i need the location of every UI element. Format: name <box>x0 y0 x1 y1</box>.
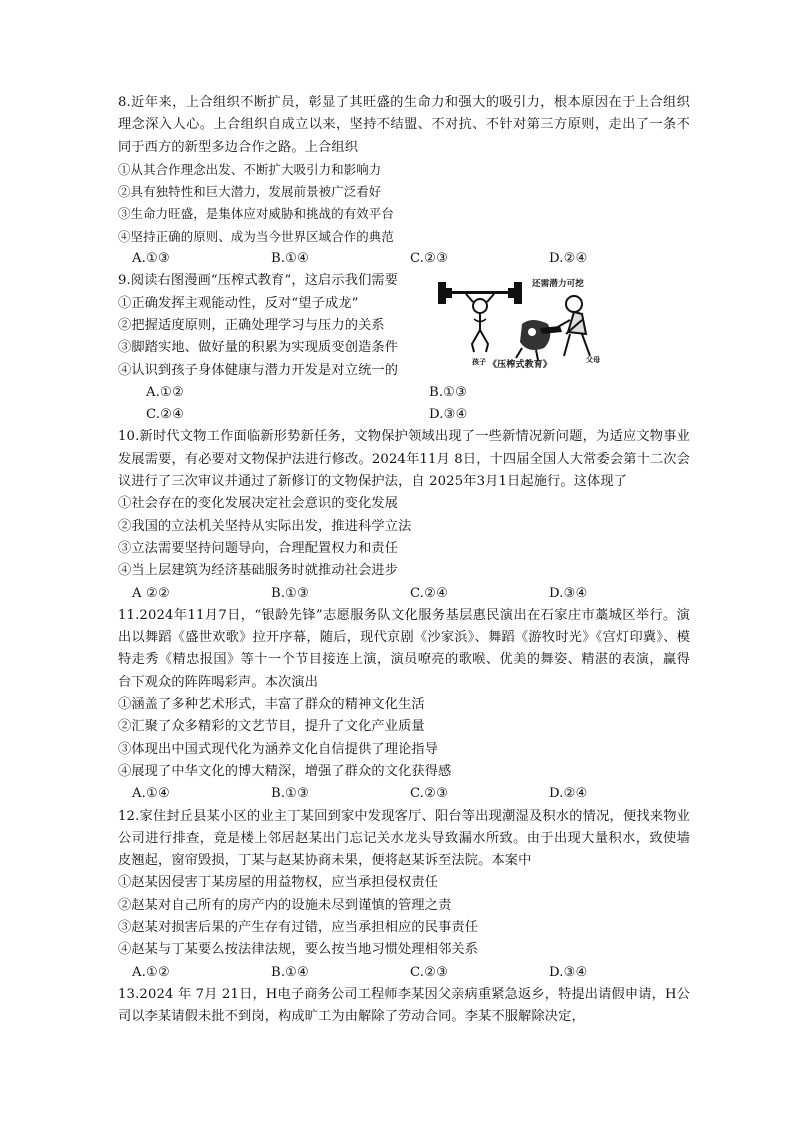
answer-b: B.①④ <box>271 251 310 267</box>
question-13-stem: 13.2024 年 7月 21日，H电子商务公司工程师李某因父亲病重紧急返乡，特提出请假申请，H公司以李某请假未批不到岗，构成旷工为由解除了劳动合同。李某不服解除决定， <box>118 986 690 1025</box>
question-12-option-2: ②赵某对自己所有的房产内的设施未尽到谨慎的管理之责 <box>118 897 452 913</box>
answer-d: D.②④ <box>549 251 588 267</box>
question-11-option-2: ②汇聚了众多精彩的文艺节目，提升了文化产业质量 <box>118 719 425 735</box>
question-10-answers <box>118 583 690 605</box>
question-8-option-2: ②具有独特性和巨大潜力，发展前景被广泛看好 <box>118 184 382 200</box>
answer-d: D.③④ <box>429 407 468 423</box>
answer-a: A.①④ <box>132 786 170 802</box>
answer-d: D.③④ <box>549 964 588 980</box>
question-8-option-4: ④坚持正确的原则、成为当今世界区域合作的典范 <box>118 228 394 244</box>
question-8-stem: 8.近年来，上合组织不断扩员，彰显了其旺盛的生命力和强大的吸引力，根本原因在于上合组织理念深入人心。上合组织自成立以来，坚持不结盟、不对抗、不针对第三方原则，走出了一条不同于西方的新型多边合作之路。上合组织 <box>118 95 690 155</box>
question-10-stem: 10.新时代文物工作面临新形势新任务，文物保护领域出现了一些新情况新问题，为适应文物事业发展需要，有必要对文物保护法进行修改。2024年11月 8日，十四届全国人大常委会第十二次会议进行了三次审议并通过了新修订的文物保护法，自 2025年3月1日起施行。这体现了 <box>118 429 690 490</box>
answer-a: A ②② <box>132 585 170 601</box>
answer-d: D.③④ <box>549 585 588 601</box>
answer-b: B.①③ <box>271 585 310 601</box>
question-9-option-1: ①正确发挥主观能动性，反对“望子成龙” <box>118 295 359 311</box>
answer-c: C.②③ <box>410 251 449 267</box>
answer-c: C.②③ <box>410 964 449 980</box>
answer-a: A.①③ <box>132 251 170 267</box>
question-12-stem: 12.家住封丘县某小区的业主丁某回到家中发现客厅、阳台等出现潮湿及积水的情况，便找来物业公司进行排查，竟是楼上邻居赵某出门忘记关水龙头导致漏水所致。由于出现大量积水，致使墙皮翘起，窗帘毁损，丁某与赵某协商未果，便将赵某诉至法院。本案中 <box>118 808 690 869</box>
answer-d: D.②④ <box>549 786 588 802</box>
question-10 <box>118 426 690 604</box>
cartoon-label-child: 孩子 <box>472 358 487 367</box>
question-8 <box>118 92 690 270</box>
cartoon-text-top: 还需潜力可挖 <box>532 279 584 290</box>
question-9-option-3: ③脚踏实地、做好量的积累为实现质变创造条件 <box>118 340 399 356</box>
question-12-answers <box>118 962 690 984</box>
question-12-option-4: ④赵某与丁某要么按法律法规，要么按当地习惯处理相邻关系 <box>118 942 479 958</box>
question-9-option-2: ②把握适度原则，正确处理学习与压力的关系 <box>118 317 385 333</box>
question-8-option-1: ①从其合作理念出发、不断扩大吸引力和影响力 <box>118 161 382 177</box>
question-10-option-1: ①社会存在的变化发展决定社会意识的变化发展 <box>118 496 399 512</box>
answer-a: A.①② <box>146 384 184 400</box>
answer-b: B.①④ <box>271 964 310 980</box>
question-11 <box>118 605 690 806</box>
question-10-option-3: ③立法需要坚持问题导向，合理配置权力和责任 <box>118 540 399 556</box>
answer-c: C.②④ <box>146 407 185 423</box>
question-10-option-4: ④当上层建筑为经济基础服务时就推动社会进步 <box>118 563 399 579</box>
answer-a: A.①② <box>132 964 170 980</box>
question-9 <box>118 270 690 426</box>
question-12 <box>118 806 690 984</box>
questions-column <box>118 92 690 1028</box>
question-8-option-3: ③生命力旺盛，是集体应对威胁和挑战的有效平台 <box>118 206 394 222</box>
question-11-option-1: ①涵盖了多种艺术形式，丰富了群众的精神文化生活 <box>118 697 425 713</box>
question-9-answers-row1 <box>146 382 690 404</box>
cartoon-label-parent: 父母 <box>586 356 601 365</box>
parent-figure-icon <box>556 296 590 356</box>
cartoon-caption: 《压榨式教育》 <box>488 360 553 371</box>
question-11-stem: 11.2024年11月7日，“银龄先锋”志愿服务队文化服务基层惠民演出在石家庄市藁城区举行。演出以舞蹈《盛世欢歌》拉开序幕，随后，现代京剧《沙家浜》、舞蹈《游牧时光》《宫灯印冀》、模特走秀《精忠报国》等十一个节目接连上演，演员嘹亮的歌喉、优美的舞姿、精湛的表演，赢得台下观众的阵阵喝彩声。本次演出 <box>118 607 690 690</box>
question-13 <box>118 984 690 1029</box>
answer-c: C.②④ <box>410 585 449 601</box>
answer-c: C.②③ <box>410 786 449 802</box>
question-12-option-3: ③赵某对损害后果的产生存有过错，应当承担相应的民事责任 <box>118 919 479 935</box>
question-9-answers-row2 <box>146 404 690 426</box>
question-9-stem: 9.阅读右图漫画“压榨式教育”，这启示我们需要 <box>118 273 399 289</box>
question-9-option-4: ④认识到孩子身体健康与潜力开发是对立统一的 <box>118 362 399 378</box>
question-10-option-2: ②我国的立法机关坚持从实际出发，推进科学立法 <box>118 518 412 534</box>
question-8-answers <box>118 248 690 270</box>
question-11-option-3: ③体现出中国式现代化为涵养文化自信提供了理论指导 <box>118 741 439 757</box>
child-figure-icon <box>466 294 494 352</box>
answer-b: B.①③ <box>271 786 310 802</box>
question-11-answers <box>118 783 690 805</box>
answer-b: B.①③ <box>429 384 468 400</box>
question-12-option-1: ①赵某因侵害丁某房屋的用益物权，应当承担侵权责任 <box>118 875 439 891</box>
question-11-option-4: ④展现了中华文化的博大精深，增强了群众的文化获得感 <box>118 763 452 779</box>
